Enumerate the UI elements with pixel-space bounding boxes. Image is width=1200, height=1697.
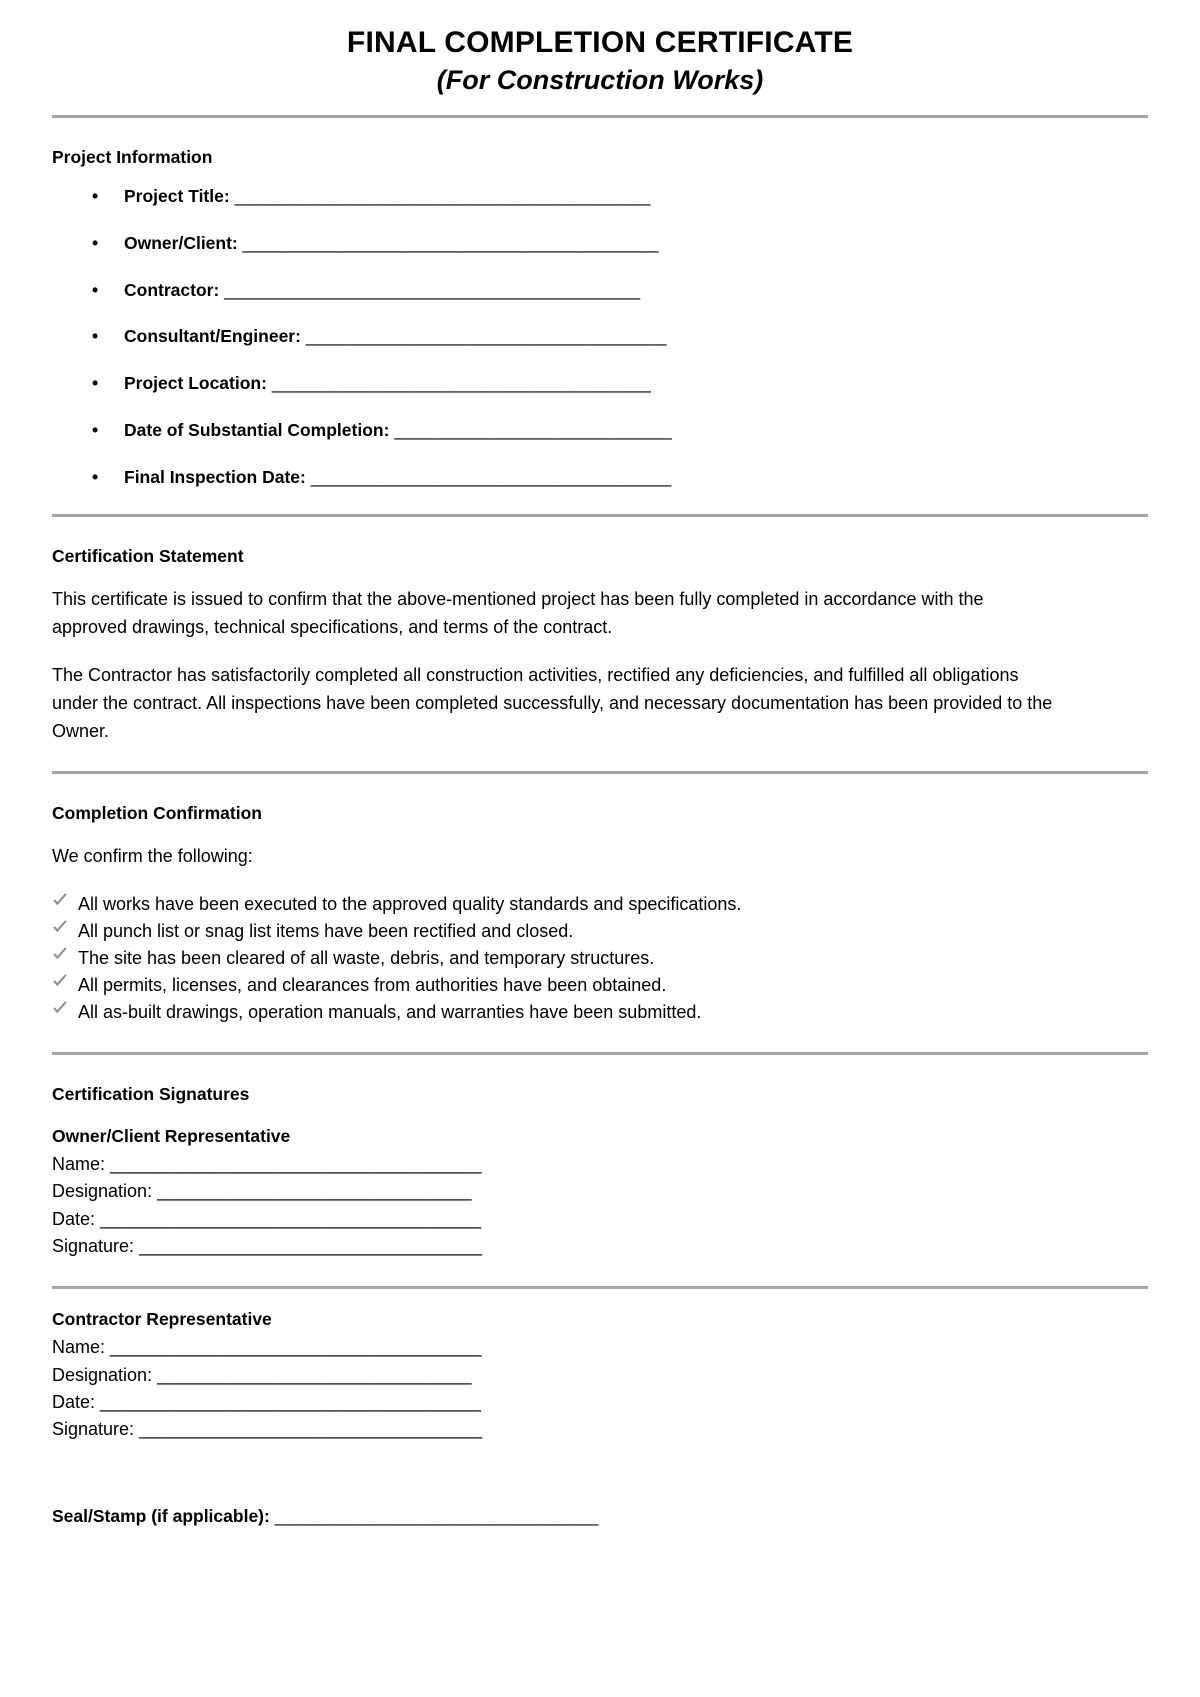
contractor-representative-block: [52, 1334, 1148, 1443]
list-item: [52, 945, 1148, 972]
divider-owner-representative: [52, 1286, 1148, 1289]
check-mark-icon: [52, 973, 68, 989]
field-blank[interactable]: _________________________________________: [271, 373, 651, 393]
field-label: Owner/Client:: [124, 232, 238, 253]
field-label: Designation:: [52, 1364, 153, 1385]
completion-confirmation-intro: We confirm the following:: [52, 846, 253, 867]
field-blank[interactable]: ________________________________________: [100, 1392, 481, 1412]
divider-project-information: [52, 514, 1148, 517]
divider-completion-confirmation: [52, 1052, 1148, 1055]
document-title: FINAL COMPLETION CERTIFICATE: [346, 26, 854, 59]
field-label: Name:: [52, 1337, 106, 1358]
list-item: [52, 891, 1148, 918]
bullet-icon: •: [92, 186, 99, 206]
signature-line: [52, 1151, 1148, 1178]
check-mark-icon: [52, 892, 68, 908]
field-blank[interactable]: ____________________________________: [139, 1419, 482, 1440]
field-label: Project Location:: [124, 373, 267, 393]
check-mark-icon: [52, 946, 68, 962]
section-heading-certification-signatures: Certification Signatures: [52, 1084, 250, 1105]
field-blank[interactable]: ____________________________________: [139, 1235, 482, 1256]
project-information-field-list: [52, 185, 1148, 488]
field-label: Final Inspection Date:: [124, 466, 306, 487]
list-item-label: All as-built drawings, operation manuals, and warranties have been submitted.: [78, 1002, 702, 1023]
completion-confirmation-list: [52, 891, 1148, 1026]
list-item: [52, 279, 1148, 302]
field-label: Date:: [52, 1392, 96, 1412]
field-blank[interactable]: _____________________________________________: [242, 232, 659, 253]
list-item: [52, 918, 1148, 945]
field-blank[interactable]: _________________________________: [157, 1181, 471, 1202]
signature-line: [52, 1389, 1148, 1416]
bullet-icon: •: [92, 419, 99, 440]
field-blank[interactable]: _______________________________________: [110, 1337, 481, 1358]
list-item: [52, 372, 1148, 395]
list-item: [52, 325, 1148, 348]
field-label: Date of Substantial Completion:: [124, 419, 390, 440]
check-mark-icon: [52, 919, 68, 935]
signature-line: [52, 1206, 1148, 1233]
certification-statement-paragraph-1: This certificate is issued to confirm that the above-mentioned project has been fully completed in accordance with the approved drawings, technical specifications, and terms of the contract.: [52, 589, 984, 637]
list-item-label: All permits, licenses, and clearances from authorities have been obtained.: [78, 975, 667, 996]
field-label: Name:: [52, 1153, 106, 1174]
field-blank[interactable]: _______________________________________: [305, 326, 666, 347]
field-blank[interactable]: _____________________________________________: [224, 279, 640, 300]
bullet-icon: •: [92, 232, 99, 253]
field-blank[interactable]: ________________________________________: [100, 1208, 481, 1229]
divider-title: [52, 115, 1148, 118]
field-label: Seal/Stamp (if applicable):: [52, 1505, 270, 1526]
list-item-label: The site has been cleared of all waste, debris, and temporary structures.: [78, 948, 655, 969]
signature-line: [52, 1334, 1148, 1361]
field-blank[interactable]: _________________________________: [157, 1364, 471, 1385]
list-item: [52, 419, 1148, 442]
seal-stamp-line: [52, 1506, 1148, 1527]
field-label: Designation:: [52, 1181, 153, 1202]
check-mark-icon: [52, 1000, 68, 1016]
list-item: [52, 999, 1148, 1026]
list-item-label: All works have been executed to the approved quality standards and specifications.: [78, 894, 742, 915]
owner-representative-title: Owner/Client Representative: [52, 1125, 291, 1146]
signature-line: [52, 1233, 1148, 1260]
field-label: Contractor:: [124, 279, 220, 300]
field-label: Project Title:: [124, 186, 230, 206]
signature-line: [52, 1416, 1148, 1443]
bullet-icon: •: [92, 373, 99, 393]
list-item: [52, 185, 1148, 208]
bullet-icon: •: [92, 326, 99, 347]
certification-statement-paragraph-2: The Contractor has satisfactorily completed all construction activities, rectified any deficiencies, and fulfilled all obligations under the contract. All inspections have been completed successfully, and necessary documentation has been provided to the Owner.: [52, 664, 1053, 741]
list-item: [52, 466, 1148, 489]
signature-line: [52, 1178, 1148, 1205]
field-label: Signature:: [52, 1419, 135, 1440]
field-label: Consultant/Engineer:: [124, 326, 301, 347]
field-blank[interactable]: ______________________________: [394, 419, 672, 440]
signature-line: [52, 1362, 1148, 1389]
field-blank[interactable]: ___________________________________: [274, 1505, 598, 1526]
field-blank[interactable]: _______________________________________: [310, 466, 671, 487]
bullet-icon: •: [92, 279, 99, 300]
section-heading-certification-statement: Certification Statement: [52, 546, 244, 567]
field-label: Signature:: [52, 1235, 135, 1256]
divider-certification-statement: [52, 771, 1148, 774]
field-blank[interactable]: _____________________________________________: [234, 186, 651, 206]
list-item: [52, 232, 1148, 255]
bullet-icon: •: [92, 466, 99, 487]
field-blank[interactable]: _______________________________________: [110, 1153, 481, 1174]
field-label: Date:: [52, 1208, 96, 1229]
section-heading-completion-confirmation: Completion Confirmation: [52, 803, 262, 824]
list-item-label: All punch list or snag list items have been rectified and closed.: [78, 921, 574, 942]
owner-representative-block: [52, 1151, 1148, 1260]
list-item: [52, 972, 1148, 999]
contractor-representative-title: Contractor Representative: [52, 1309, 272, 1330]
section-heading-project-information: Project Information: [52, 147, 213, 168]
document-subtitle: (For Construction Works): [436, 64, 764, 95]
